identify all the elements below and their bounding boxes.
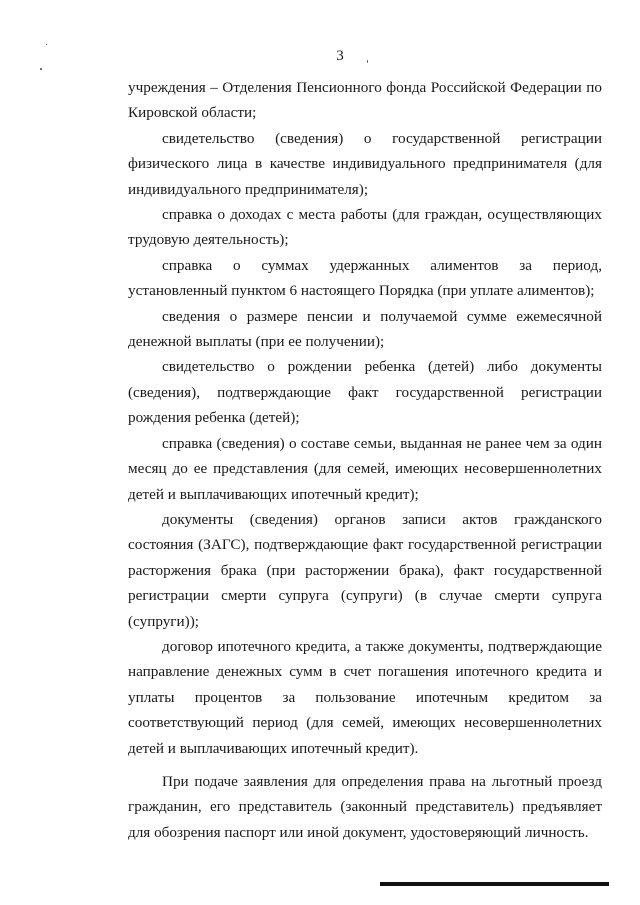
bottom-rule — [380, 882, 609, 886]
paragraph: свидетельство (сведения) о государственной регистрации физического лица в качестве индивидуального предпринимателя (для индивидуального предпринимателя); — [128, 129, 602, 198]
scan-speck — [46, 44, 47, 45]
paragraph: справка о доходах с места работы (для граждан, осуществляющих трудовую деятельность); — [128, 206, 602, 249]
paragraph: свидетельство о рождении ребенка (детей) либо документы (сведения), подтверждающие факт государственной регистрации рождения ребенка (детей); — [128, 358, 602, 427]
paragraph: справка о суммах удержанных алиментов за период, установленный пунктом 6 настоящего Порядка (при уплате алиментов); — [128, 256, 602, 300]
document-body — [128, 75, 602, 845]
paragraph: документы (сведения) органов записи актов гражданского состояния (ЗАГС), подтверждающие факт государственной регистрации расторжения брака (при расторжении брака), факт государственной регистрации смерти супруга (супруги) (в случае смерти супруга (супруги)); — [128, 510, 602, 630]
paragraph: справка (сведения) о составе семьи, выданная не ранее чем за один месяц до ее представления (для семей, имеющих несовершеннолетних детей и выплачивающих ипотечный кредит); — [128, 434, 602, 503]
paragraph: сведения о размере пенсии и получаемой сумме ежемесячной денежной выплаты (при ее получении); — [128, 307, 602, 351]
scan-speck — [367, 60, 368, 63]
paragraph: учреждения – Отделения Пенсионного фонда Российской Федерации по Кировской области; — [128, 79, 602, 122]
scan-speck — [40, 68, 42, 70]
paragraph: договор ипотечного кредита, а также документы, подтверждающие направление денежных сумм в счет погашения ипотечного кредита и уплаты процентов за пользование ипотечным кредитом за соответствующий период (для семей, имеющих несовершеннолетних детей и выплачивающих ипотечный кредит). — [128, 637, 602, 757]
paragraph: При подаче заявления для определения права на льготный проезд гражданин, его представитель (законный представитель) предъявляет для обозрения паспорт или иной документ, удостоверяющий личность. — [128, 772, 602, 841]
page-number: 3 — [336, 48, 344, 64]
